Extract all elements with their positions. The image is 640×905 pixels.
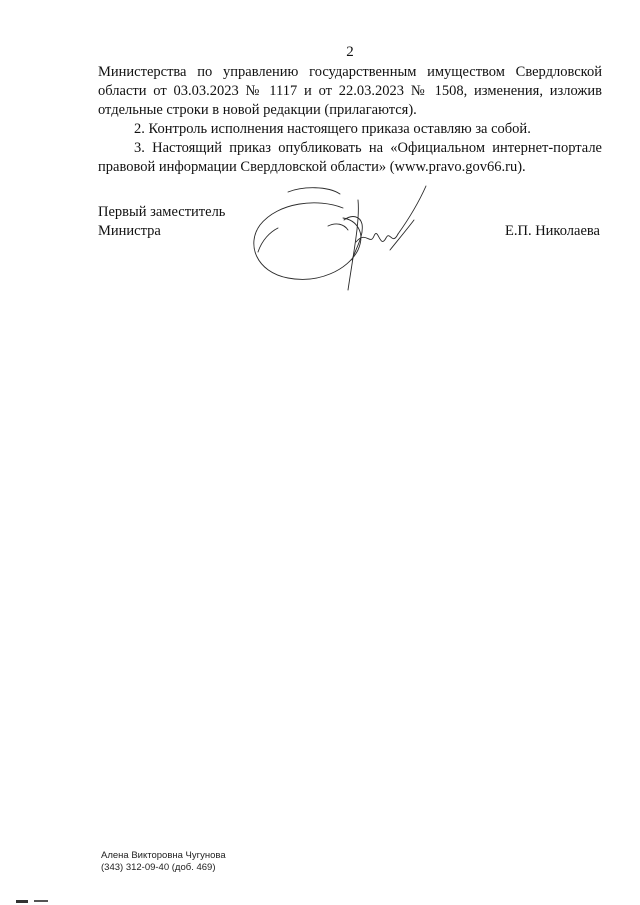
signatory-position bbox=[98, 203, 225, 241]
paragraph-3: 3. Настоящий приказ опубликовать на «Официальном интернет-портале правовой информации Свердловской области» (www.pravo.gov66.ru). bbox=[98, 140, 602, 175]
executor-info bbox=[101, 850, 226, 874]
signatory-name: Е.П. Николаева bbox=[504, 223, 600, 239]
signatory-position-line1: Первый заместитель bbox=[98, 204, 226, 220]
handwritten-signature bbox=[248, 180, 448, 300]
paragraph-1: Министерства по управлению государственным имуществом Свердловской области от 03.03.2023 № 1117 и от 22.03.2023 № 1508, изменения, изложив отдельные строки в новой редакции (прилагаются). bbox=[98, 64, 602, 118]
signatory-position-line2: Министра bbox=[98, 223, 161, 239]
paragraph-2: 2. Контроль исполнения настоящего приказа оставляю за собой. bbox=[134, 121, 531, 137]
scan-artifact-mark bbox=[16, 897, 52, 905]
document-body bbox=[98, 63, 602, 177]
executor-name: Алена Викторовна Чугунова bbox=[101, 850, 226, 861]
page-number: 2 bbox=[346, 44, 354, 60]
executor-phone: (343) 312-09-40 (доб. 469) bbox=[101, 862, 216, 873]
